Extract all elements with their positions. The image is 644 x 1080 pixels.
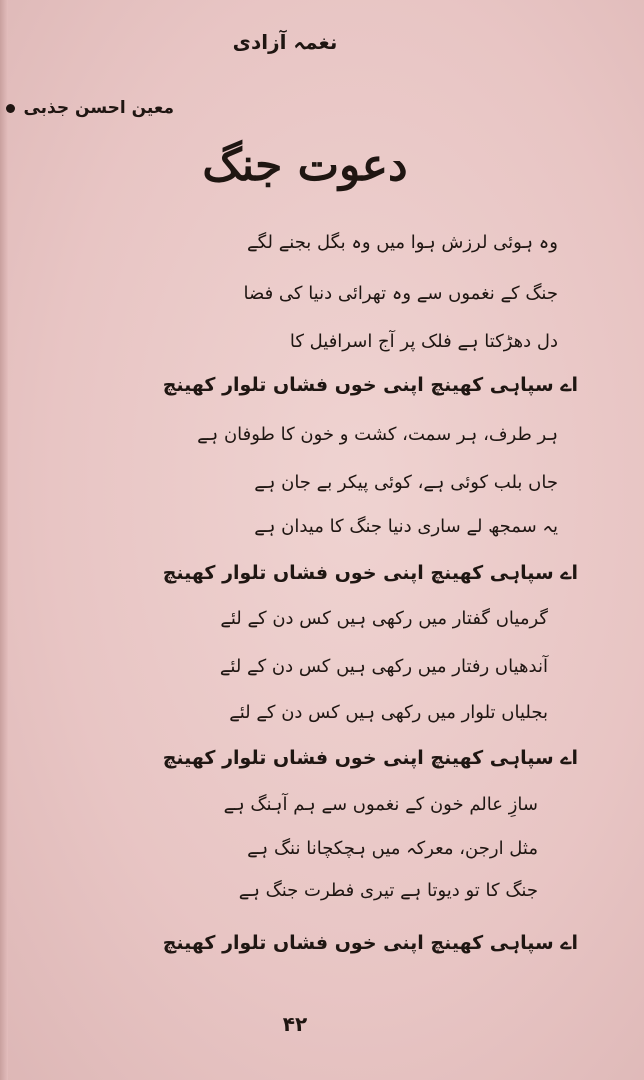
- refrain-line: اے سپاہی کھینچ اپنی خوں فشاں تلوار کھینچ: [162, 747, 578, 769]
- bullet-icon: [6, 104, 15, 113]
- author-line: [6, 98, 174, 118]
- author-name: معین احسن جذبی: [23, 98, 174, 118]
- refrain-line: اے سپاہی کھینچ اپنی خوں فشاں تلوار کھینچ: [162, 374, 578, 396]
- verse-line: آندھیاں رفتار میں رکھی ہیں کس دن کے لئے: [219, 656, 548, 677]
- verse-line: جنگ کا تو دیوتا ہے تیری فطرت جنگ ہے: [238, 880, 538, 901]
- page-edge: [0, 0, 8, 1080]
- verse-line: سازِ عالم خون کے نغموں سے ہم آہنگ ہے: [223, 794, 538, 815]
- poem-title: دعوت جنگ: [202, 140, 408, 191]
- verse-line: جنگ کے نغموں سے وہ تھرائی دنیا کی فضا: [243, 283, 558, 304]
- verse-line: ہر طرف، ہر سمت، کشت و خون کا طوفان ہے: [197, 424, 558, 445]
- refrain-line: اے سپاہی کھینچ اپنی خوں فشاں تلوار کھینچ: [162, 932, 578, 954]
- verse-line: گرمیاں گفتار میں رکھی ہیں کس دن کے لئے: [220, 608, 548, 629]
- verse-line: یہ سمجھ لے ساری دنیا جنگ کا میدان ہے: [254, 516, 558, 537]
- verse-line: دل دھڑکتا ہے فلک پر آج اسرافیل کا: [289, 331, 558, 352]
- refrain-line: اے سپاہی کھینچ اپنی خوں فشاں تلوار کھینچ: [162, 562, 578, 584]
- verse-line: جاں بلب کوئی ہے، کوئی پیکر بے جان ہے: [254, 472, 558, 493]
- running-title: نغمہ آزادی: [232, 30, 338, 54]
- verse-line: وہ ہوئی لرزش ہوا میں وہ بگل بجنے لگے: [247, 232, 558, 253]
- page-number: ۴۲: [282, 1012, 308, 1036]
- verse-line: مثل ارجن، معرکہ میں ہچکچانا ننگ ہے: [247, 838, 538, 859]
- verse-line: بجلیاں تلوار میں رکھی ہیں کس دن کے لئے: [229, 702, 548, 723]
